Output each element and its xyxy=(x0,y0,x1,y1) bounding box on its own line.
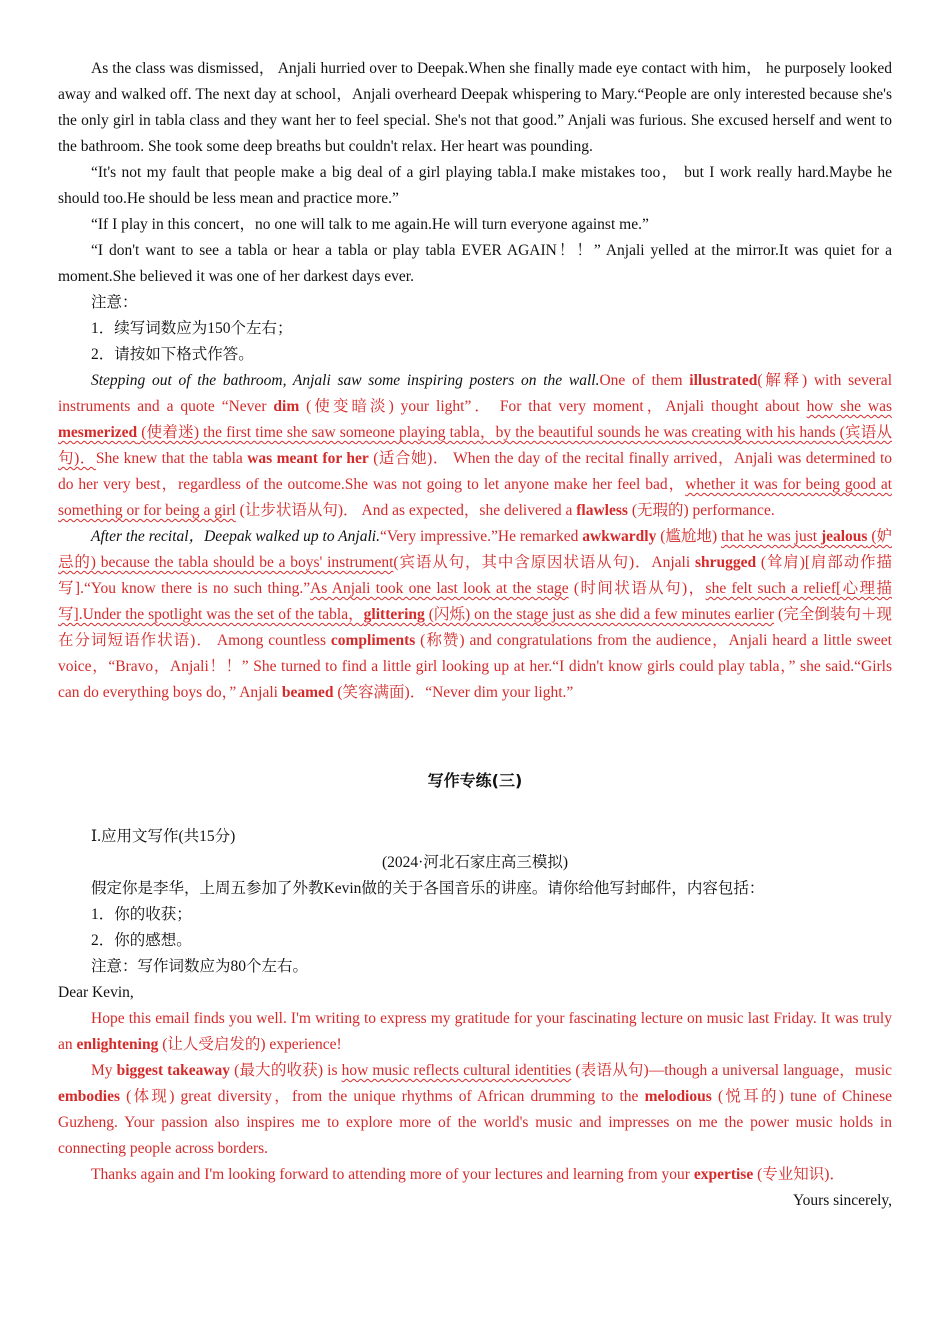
highlighted-clause: that he was just jealous (妒忌的) because the tabla should be a boys' instrument xyxy=(58,528,893,571)
key-word: enlightening xyxy=(76,1036,159,1053)
story-paragraph-3: “If I play in this concert，no one will talk to me again.He will turn everyone against me.” xyxy=(91,216,649,233)
letter-paragraph-3: Thanks again and I'm looking forward to attending more of your lectures and learning from your expertise (专业知识)． xyxy=(91,1166,845,1183)
letter-paragraph-2: My biggest takeaway (最大的收获) is how music reflects cultural identities (表语从句)—though a universal language，music embodies (体现) great diversity，from the unique rhythms of African drumming to the melodious (悦耳的) tune of Chinese Guzheng. Your passion also inspires me to explore more of the world's music and impresses on me the power music holds in connecting people across borders. xyxy=(58,1062,893,1157)
exercise-prompt: 假定你是李华，上周五参加了外教Kevin做的关于各国音乐的讲座。请你给他写封邮件，内容包括： xyxy=(91,880,765,897)
notes-label: 注意： xyxy=(91,294,138,311)
story-paragraph-4: “I don't want to see a tabla or hear a tabla or play tabla EVER AGAIN！！” Anjali yelled at the mirror.It was quiet for a moment.She believed it was one of her darkest days ever. xyxy=(58,242,892,285)
continuation-lead-2: After the recital，Deepak walked up to Anjali. xyxy=(91,528,380,545)
letter-paragraph-1: Hope this email finds you well. I'm writing to express my gratitude for your fascinating lecture on music last Friday. It was truly an enlightening (让人受启发的) experience! xyxy=(58,1010,892,1053)
key-word: awkwardly xyxy=(582,528,657,545)
key-word: beamed xyxy=(281,684,334,701)
continuation-lead-1: Stepping out of the bathroom, Anjali saw some inspiring posters on the wall. xyxy=(91,372,600,389)
section-heading: Ⅰ.应用文写作(共15分) xyxy=(91,828,236,845)
letter-greeting: Dear Kevin, xyxy=(58,984,134,1001)
story-paragraph-1: As the class was dismissed， Anjali hurried over to Deepak.When she finally made eye contact with him， he purposely looked away and walked off. The next day at school，Anjali overheard Deepak whispering to Mary.“People are only interested because she's the only girl in tabla class and they want her to feel special. She's not that good.” Anjali was furious. She excused herself and went to the bathroom. She took some deep breaths but couldn't relax. Her heart was pounding. xyxy=(58,60,892,155)
continuation-paragraph-2: After the recital，Deepak walked up to Anjali.“Very impressive.”He remarked awkwardly (尴尬地) that he was just jealous (妒忌的) because the tabla should be a boys' instrument(宾语从句，其中含原因状语从句)．Anjali shrugged (耸肩)[肩部动作描写].“You know there is no such thing.”As Anjali took one last look at the stage (时间状语从句)，she felt such a relief[心理描写].Under the spotlight was the set of the tabla，glittering (闪烁) on the stage just as she did a few minutes earlier (完全倒装句＋现在分词短语作状语)． Among countless compliments (称赞) and congratulations from the audience，Anjali heard a little sweet voice，“Bravo，Anjali！！” She turned to find a little girl looking up at her.“I didn't know girls could play tabla，” she said.“Girls can do everything boys do，” Anjali beamed (笑容满面)．“Never dim your light.” xyxy=(58,528,893,701)
key-word: illustrated xyxy=(689,372,758,389)
key-word: dim xyxy=(273,398,300,415)
key-word: biggest takeaway xyxy=(116,1062,231,1079)
exercise-source: (2024·河北石家庄高三模拟) xyxy=(382,854,568,871)
exercise-point-1: 1．你的收获； xyxy=(91,906,192,923)
key-word: flawless xyxy=(576,502,628,519)
exercise-note: 注意：写作词数应为80个左右。 xyxy=(91,958,309,975)
continuation-paragraph-1: Stepping out of the bathroom, Anjali saw some inspiring posters on the wall.One of them illustrated(解释) with several instruments and a quote “Never dim (使变暗淡) your light”． For that very moment，Anjali thought about how she was mesmerized (使着迷) the first time she saw someone playing tabla，by the beautiful sounds he was creating with his hands (宾语从句)．She knew that the tabla was meant for her (适合她)． When the day of the recital finally arrived，Anjali was determined to do her very best，regardless of the outcome.She was not going to let anyone make her feel bad，whether it was for being good at something or for being a girl (让步状语从句)． And as expected，she delivered a flawless (无瑕的) performance. xyxy=(58,372,893,519)
highlighted-clause: she felt such a relief[心理描写].Under the spotlight was the set of the tabla，glittering (闪烁) on the stage just as she did a few minutes earlier xyxy=(58,580,892,623)
key-word: embodies xyxy=(58,1088,120,1105)
key-word: melodious xyxy=(644,1088,712,1105)
key-word: compliments xyxy=(330,632,416,649)
highlighted-clause: whether it was for being good at something or for being a girl xyxy=(58,476,893,519)
key-word: expertise xyxy=(693,1166,754,1183)
notes-item-1: 1．续写词数应为150个左右； xyxy=(91,320,293,337)
highlighted-clause: As Anjali took one last look at the stage xyxy=(310,580,569,597)
document-page xyxy=(58,56,892,1214)
highlighted-clause: how music reflects cultural identities xyxy=(341,1062,572,1079)
story-paragraph-2: “It's not my fault that people make a big deal of a girl playing tabla.I make mistakes too， but I work really hard.Maybe he should too.He should be less mean and practice more.” xyxy=(58,164,892,207)
key-word: was meant for her xyxy=(247,450,369,467)
letter-closing: Yours sincerely, xyxy=(792,1192,892,1209)
key-word: shrugged xyxy=(694,554,757,571)
highlighted-clause: how she was mesmerized (使着迷) the first time she saw someone playing tabla，by the beautiful sounds he was creating with his hands (宾语从句)． xyxy=(58,398,892,467)
notes-item-2: 2．请按如下格式作答。 xyxy=(91,346,254,363)
exercise-title: 写作专练(三) xyxy=(427,771,523,790)
exercise-point-2: 2．你的感想。 xyxy=(91,932,192,949)
